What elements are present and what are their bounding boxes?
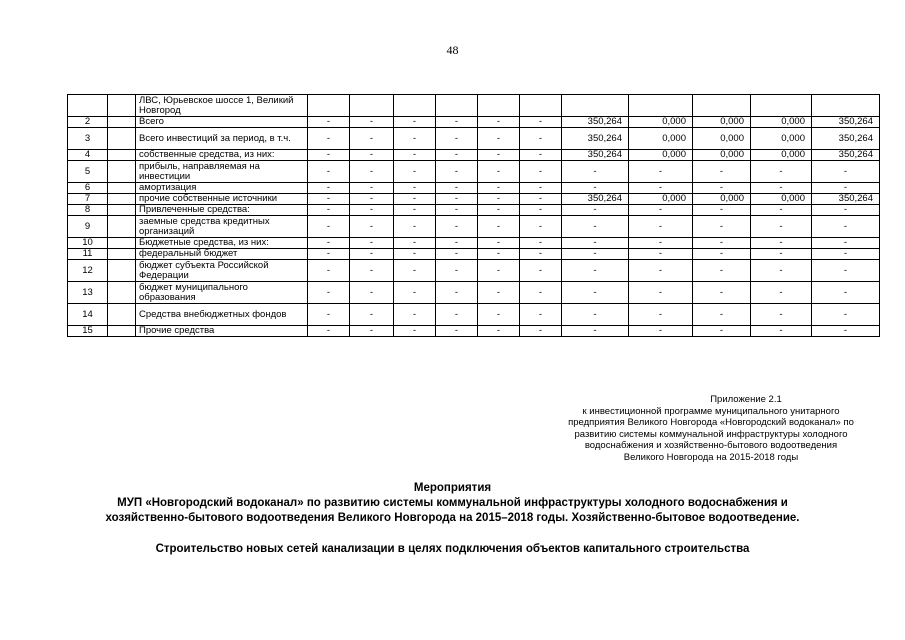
- table-cell: -: [520, 161, 562, 183]
- table-cell: -: [436, 238, 478, 249]
- table-cell: [812, 95, 880, 117]
- table-cell: -: [812, 282, 880, 304]
- table-cell: [394, 95, 436, 117]
- row-name: прочие собственные источники: [136, 194, 308, 205]
- table-cell: -: [520, 260, 562, 282]
- row-number: 10: [68, 238, 108, 249]
- table-cell: -: [394, 249, 436, 260]
- row-name: Всего: [136, 117, 308, 128]
- table-cell: -: [812, 249, 880, 260]
- table-cell: -: [693, 249, 751, 260]
- table-cell: 0,000: [693, 150, 751, 161]
- table-cell: -: [436, 216, 478, 238]
- table-row: [68, 205, 880, 216]
- table-cell: -: [751, 304, 812, 326]
- row-name: Прочие средства: [136, 326, 308, 337]
- heading-line: хозяйственно-бытового водоотведения Великого Новгорода на 2015–2018 годы. Хозяйственно-бытовое водоотведение.: [105, 512, 800, 524]
- table-cell: 0,000: [693, 194, 751, 205]
- table-cell: -: [478, 161, 520, 183]
- table-cell: -: [478, 282, 520, 304]
- table-cell: -: [308, 128, 350, 150]
- row-number: 2: [68, 117, 108, 128]
- table-cell: [562, 95, 629, 117]
- table-row: [68, 194, 880, 205]
- table-cell: -: [436, 326, 478, 337]
- table-cell: -: [350, 326, 394, 337]
- table-cell: -: [308, 150, 350, 161]
- table-cell: -: [693, 161, 751, 183]
- table-row: [68, 260, 880, 282]
- table-cell: -: [394, 260, 436, 282]
- table-cell: [436, 95, 478, 117]
- table-cell: -: [629, 249, 693, 260]
- table-cell: -: [308, 238, 350, 249]
- heading-line: МУП «Новгородский водоканал» по развитию системы коммунальной инфраструктуры холодного водоснабжения и: [117, 497, 788, 509]
- table-cell: -: [394, 205, 436, 216]
- table-cell: -: [436, 194, 478, 205]
- row-number: 13: [68, 282, 108, 304]
- row-number: 4: [68, 150, 108, 161]
- heading-title: Мероприятия: [413, 482, 492, 494]
- appendix-title: Приложение 2.1: [710, 394, 782, 405]
- table-cell: -: [629, 238, 693, 249]
- table-cell: -: [394, 183, 436, 194]
- table-cell: -: [308, 260, 350, 282]
- table-row: [68, 183, 880, 194]
- table-cell: 0,000: [751, 150, 812, 161]
- row-number: [68, 95, 108, 117]
- table-cell: -: [394, 194, 436, 205]
- table-cell: -: [308, 304, 350, 326]
- table-cell: -: [436, 249, 478, 260]
- table-cell: [693, 95, 751, 117]
- table-cell: -: [751, 161, 812, 183]
- table-cell: -: [520, 238, 562, 249]
- row-name: Привлеченные средства:: [136, 205, 308, 216]
- table-cell: [629, 95, 693, 117]
- table-cell: -: [350, 205, 394, 216]
- table-row: [68, 150, 880, 161]
- table-cell: -: [394, 128, 436, 150]
- table-row: [68, 282, 880, 304]
- appendix-line: развитию системы коммунальной инфраструктуры холодного: [574, 428, 848, 440]
- table-cell: -: [350, 304, 394, 326]
- appendix-line: водоснабжения и хозяйственно-бытового водоотведения: [584, 440, 838, 451]
- table-cell: -: [562, 238, 629, 249]
- table-cell: -: [350, 238, 394, 249]
- row-name: Средства внебюджетных фондов: [136, 304, 308, 326]
- table-cell: -: [693, 260, 751, 282]
- table-cell: -: [629, 183, 693, 194]
- table-cell: -: [812, 238, 880, 249]
- table-cell: -: [693, 205, 751, 216]
- blank-cell: [108, 183, 136, 194]
- table-cell: -: [350, 216, 394, 238]
- blank-cell: [108, 95, 136, 117]
- table-cell: -: [394, 326, 436, 337]
- table-cell: -: [478, 183, 520, 194]
- table-cell: -: [350, 260, 394, 282]
- table-cell: -: [436, 205, 478, 216]
- table-cell: -: [350, 117, 394, 128]
- table-cell: -: [308, 205, 350, 216]
- table-cell: 350,264: [812, 150, 880, 161]
- table-cell: -: [520, 183, 562, 194]
- table-cell: -: [520, 326, 562, 337]
- table-cell: 0,000: [693, 128, 751, 150]
- table-cell: -: [308, 282, 350, 304]
- row-number: 3: [68, 128, 108, 150]
- table-row: [68, 326, 880, 337]
- table-cell: -: [812, 216, 880, 238]
- table-cell: -: [520, 117, 562, 128]
- blank-cell: [108, 161, 136, 183]
- blank-cell: [108, 216, 136, 238]
- page-number: 48: [446, 43, 459, 57]
- table-cell: -: [308, 326, 350, 337]
- table-cell: -: [478, 216, 520, 238]
- row-name: Всего инвестиций за период, в т.ч.: [136, 128, 308, 150]
- table-cell: -: [812, 260, 880, 282]
- appendix-note: [536, 394, 886, 463]
- table-row: [68, 117, 880, 128]
- table-cell: -: [693, 282, 751, 304]
- table-cell: -: [812, 161, 880, 183]
- row-number: 14: [68, 304, 108, 326]
- table-cell: -: [812, 205, 880, 216]
- table-cell: [350, 95, 394, 117]
- table-cell: -: [308, 216, 350, 238]
- row-number: 5: [68, 161, 108, 183]
- table-cell: -: [308, 161, 350, 183]
- table-cell: -: [436, 150, 478, 161]
- table-cell: -: [394, 117, 436, 128]
- table-cell: -: [478, 260, 520, 282]
- table-cell: 0,000: [629, 194, 693, 205]
- table-cell: -: [562, 282, 629, 304]
- table-cell: 350,264: [562, 128, 629, 150]
- table-cell: -: [350, 249, 394, 260]
- blank-cell: [108, 249, 136, 260]
- table-row: [68, 249, 880, 260]
- table-cell: -: [520, 194, 562, 205]
- table-cell: -: [394, 304, 436, 326]
- table-cell: 350,264: [812, 194, 880, 205]
- blank-cell: [108, 260, 136, 282]
- section-subheading: Строительство новых сетей канализации в целях подключения объектов капитального строительства: [155, 543, 750, 555]
- table-cell: -: [436, 183, 478, 194]
- table-cell: -: [308, 249, 350, 260]
- table-cell: -: [478, 249, 520, 260]
- table-cell: 350,264: [562, 194, 629, 205]
- table-cell: -: [308, 194, 350, 205]
- table-cell: -: [478, 150, 520, 161]
- table-cell: 0,000: [751, 117, 812, 128]
- table-cell: -: [436, 304, 478, 326]
- table-row: [68, 95, 880, 117]
- table-cell: -: [629, 216, 693, 238]
- table-cell: -: [478, 117, 520, 128]
- table-cell: -: [751, 326, 812, 337]
- table-cell: -: [751, 260, 812, 282]
- table-cell: -: [350, 128, 394, 150]
- table-cell: [478, 95, 520, 117]
- table-cell: -: [436, 282, 478, 304]
- blank-cell: [108, 205, 136, 216]
- blank-cell: [108, 117, 136, 128]
- row-name: прибыль, направляемая на инвестиции: [136, 161, 308, 183]
- table-cell: -: [478, 238, 520, 249]
- table-cell: -: [520, 205, 562, 216]
- table-cell: 350,264: [812, 128, 880, 150]
- table-cell: -: [350, 161, 394, 183]
- table-cell: -: [562, 304, 629, 326]
- table-cell: -: [562, 326, 629, 337]
- table-cell: -: [350, 150, 394, 161]
- row-name: федеральный бюджет: [136, 249, 308, 260]
- row-number: 7: [68, 194, 108, 205]
- table-cell: -: [751, 216, 812, 238]
- table-cell: -: [629, 161, 693, 183]
- table-cell: -: [350, 183, 394, 194]
- row-name: бюджет муниципального образования: [136, 282, 308, 304]
- blank-cell: [108, 128, 136, 150]
- table-cell: -: [520, 150, 562, 161]
- blank-cell: [108, 150, 136, 161]
- table-cell: 0,000: [629, 150, 693, 161]
- blank-cell: [108, 326, 136, 337]
- table-cell: -: [478, 326, 520, 337]
- table-cell: -: [629, 260, 693, 282]
- table-cell: -: [629, 282, 693, 304]
- appendix-line: к инвестиционной программе муниципального унитарного: [582, 405, 840, 417]
- table-cell: -: [350, 194, 394, 205]
- row-name: заемные средства кредитных организаций: [136, 216, 308, 238]
- table-cell: -: [562, 183, 629, 194]
- table-cell: 350,264: [562, 150, 629, 161]
- table-cell: -: [308, 117, 350, 128]
- blank-cell: [108, 304, 136, 326]
- row-number: 6: [68, 183, 108, 194]
- investment-table: [67, 94, 880, 337]
- appendix-line: Великого Новгорода на 2015-2018 годы: [623, 451, 799, 463]
- table-row: [68, 216, 880, 238]
- table-cell: -: [478, 205, 520, 216]
- section-heading: [0, 481, 905, 526]
- appendix-line: предприятия Великого Новгорода «Новгородский водоканал» по: [568, 417, 854, 428]
- table-cell: -: [693, 326, 751, 337]
- table-cell: [751, 95, 812, 117]
- table-cell: 0,000: [751, 128, 812, 150]
- table-cell: -: [478, 194, 520, 205]
- table-cell: -: [520, 304, 562, 326]
- table-cell: -: [436, 161, 478, 183]
- table-cell: -: [520, 128, 562, 150]
- table-cell: -: [693, 183, 751, 194]
- table-cell: -: [394, 161, 436, 183]
- table-cell: -: [394, 216, 436, 238]
- table-cell: -: [693, 238, 751, 249]
- table-row: [68, 161, 880, 183]
- table-cell: [520, 95, 562, 117]
- row-name: Бюджетные средства, из них:: [136, 238, 308, 249]
- row-number: 12: [68, 260, 108, 282]
- table-cell: -: [751, 183, 812, 194]
- table-cell: -: [629, 304, 693, 326]
- table-cell: -: [629, 326, 693, 337]
- table-cell: -: [308, 183, 350, 194]
- table-cell: -: [394, 150, 436, 161]
- table-cell: -: [394, 282, 436, 304]
- row-name: амортизация: [136, 183, 308, 194]
- table-cell: -: [751, 205, 812, 216]
- row-number: 15: [68, 326, 108, 337]
- table-cell: -: [812, 183, 880, 194]
- table-cell: -: [350, 282, 394, 304]
- table-row: [68, 304, 880, 326]
- table-cell: -: [436, 260, 478, 282]
- table-cell: -: [436, 117, 478, 128]
- row-name: ЛВС, Юрьевское шоссе 1, Великий Новгород: [136, 95, 308, 117]
- table-cell: -: [562, 260, 629, 282]
- table-row: [68, 238, 880, 249]
- table-row: [68, 128, 880, 150]
- row-number: 8: [68, 205, 108, 216]
- table-cell: -: [436, 128, 478, 150]
- table-cell: -: [562, 161, 629, 183]
- table-cell: -: [812, 304, 880, 326]
- table-cell: -: [812, 326, 880, 337]
- table-cell: 350,264: [562, 117, 629, 128]
- table-cell: 0,000: [751, 194, 812, 205]
- table-cell: 350,264: [812, 117, 880, 128]
- table-cell: -: [478, 304, 520, 326]
- table-cell: -: [629, 205, 693, 216]
- blank-cell: [108, 282, 136, 304]
- row-number: 9: [68, 216, 108, 238]
- table-cell: 0,000: [693, 117, 751, 128]
- table-cell: -: [751, 249, 812, 260]
- table-cell: -: [520, 216, 562, 238]
- table-cell: 0,000: [629, 117, 693, 128]
- table-cell: [308, 95, 350, 117]
- table-cell: -: [693, 304, 751, 326]
- table-cell: -: [751, 282, 812, 304]
- row-name: бюджет субъекта Российской Федерации: [136, 260, 308, 282]
- table-cell: -: [693, 216, 751, 238]
- table-cell: -: [520, 282, 562, 304]
- row-name: собственные средства, из них:: [136, 150, 308, 161]
- table-cell: 0,000: [629, 128, 693, 150]
- blank-cell: [108, 194, 136, 205]
- table-cell: -: [751, 238, 812, 249]
- table-cell: -: [562, 205, 629, 216]
- table-cell: -: [520, 249, 562, 260]
- table-cell: -: [478, 128, 520, 150]
- table-cell: -: [562, 216, 629, 238]
- row-number: 11: [68, 249, 108, 260]
- table-cell: -: [394, 238, 436, 249]
- table-cell: -: [562, 249, 629, 260]
- blank-cell: [108, 238, 136, 249]
